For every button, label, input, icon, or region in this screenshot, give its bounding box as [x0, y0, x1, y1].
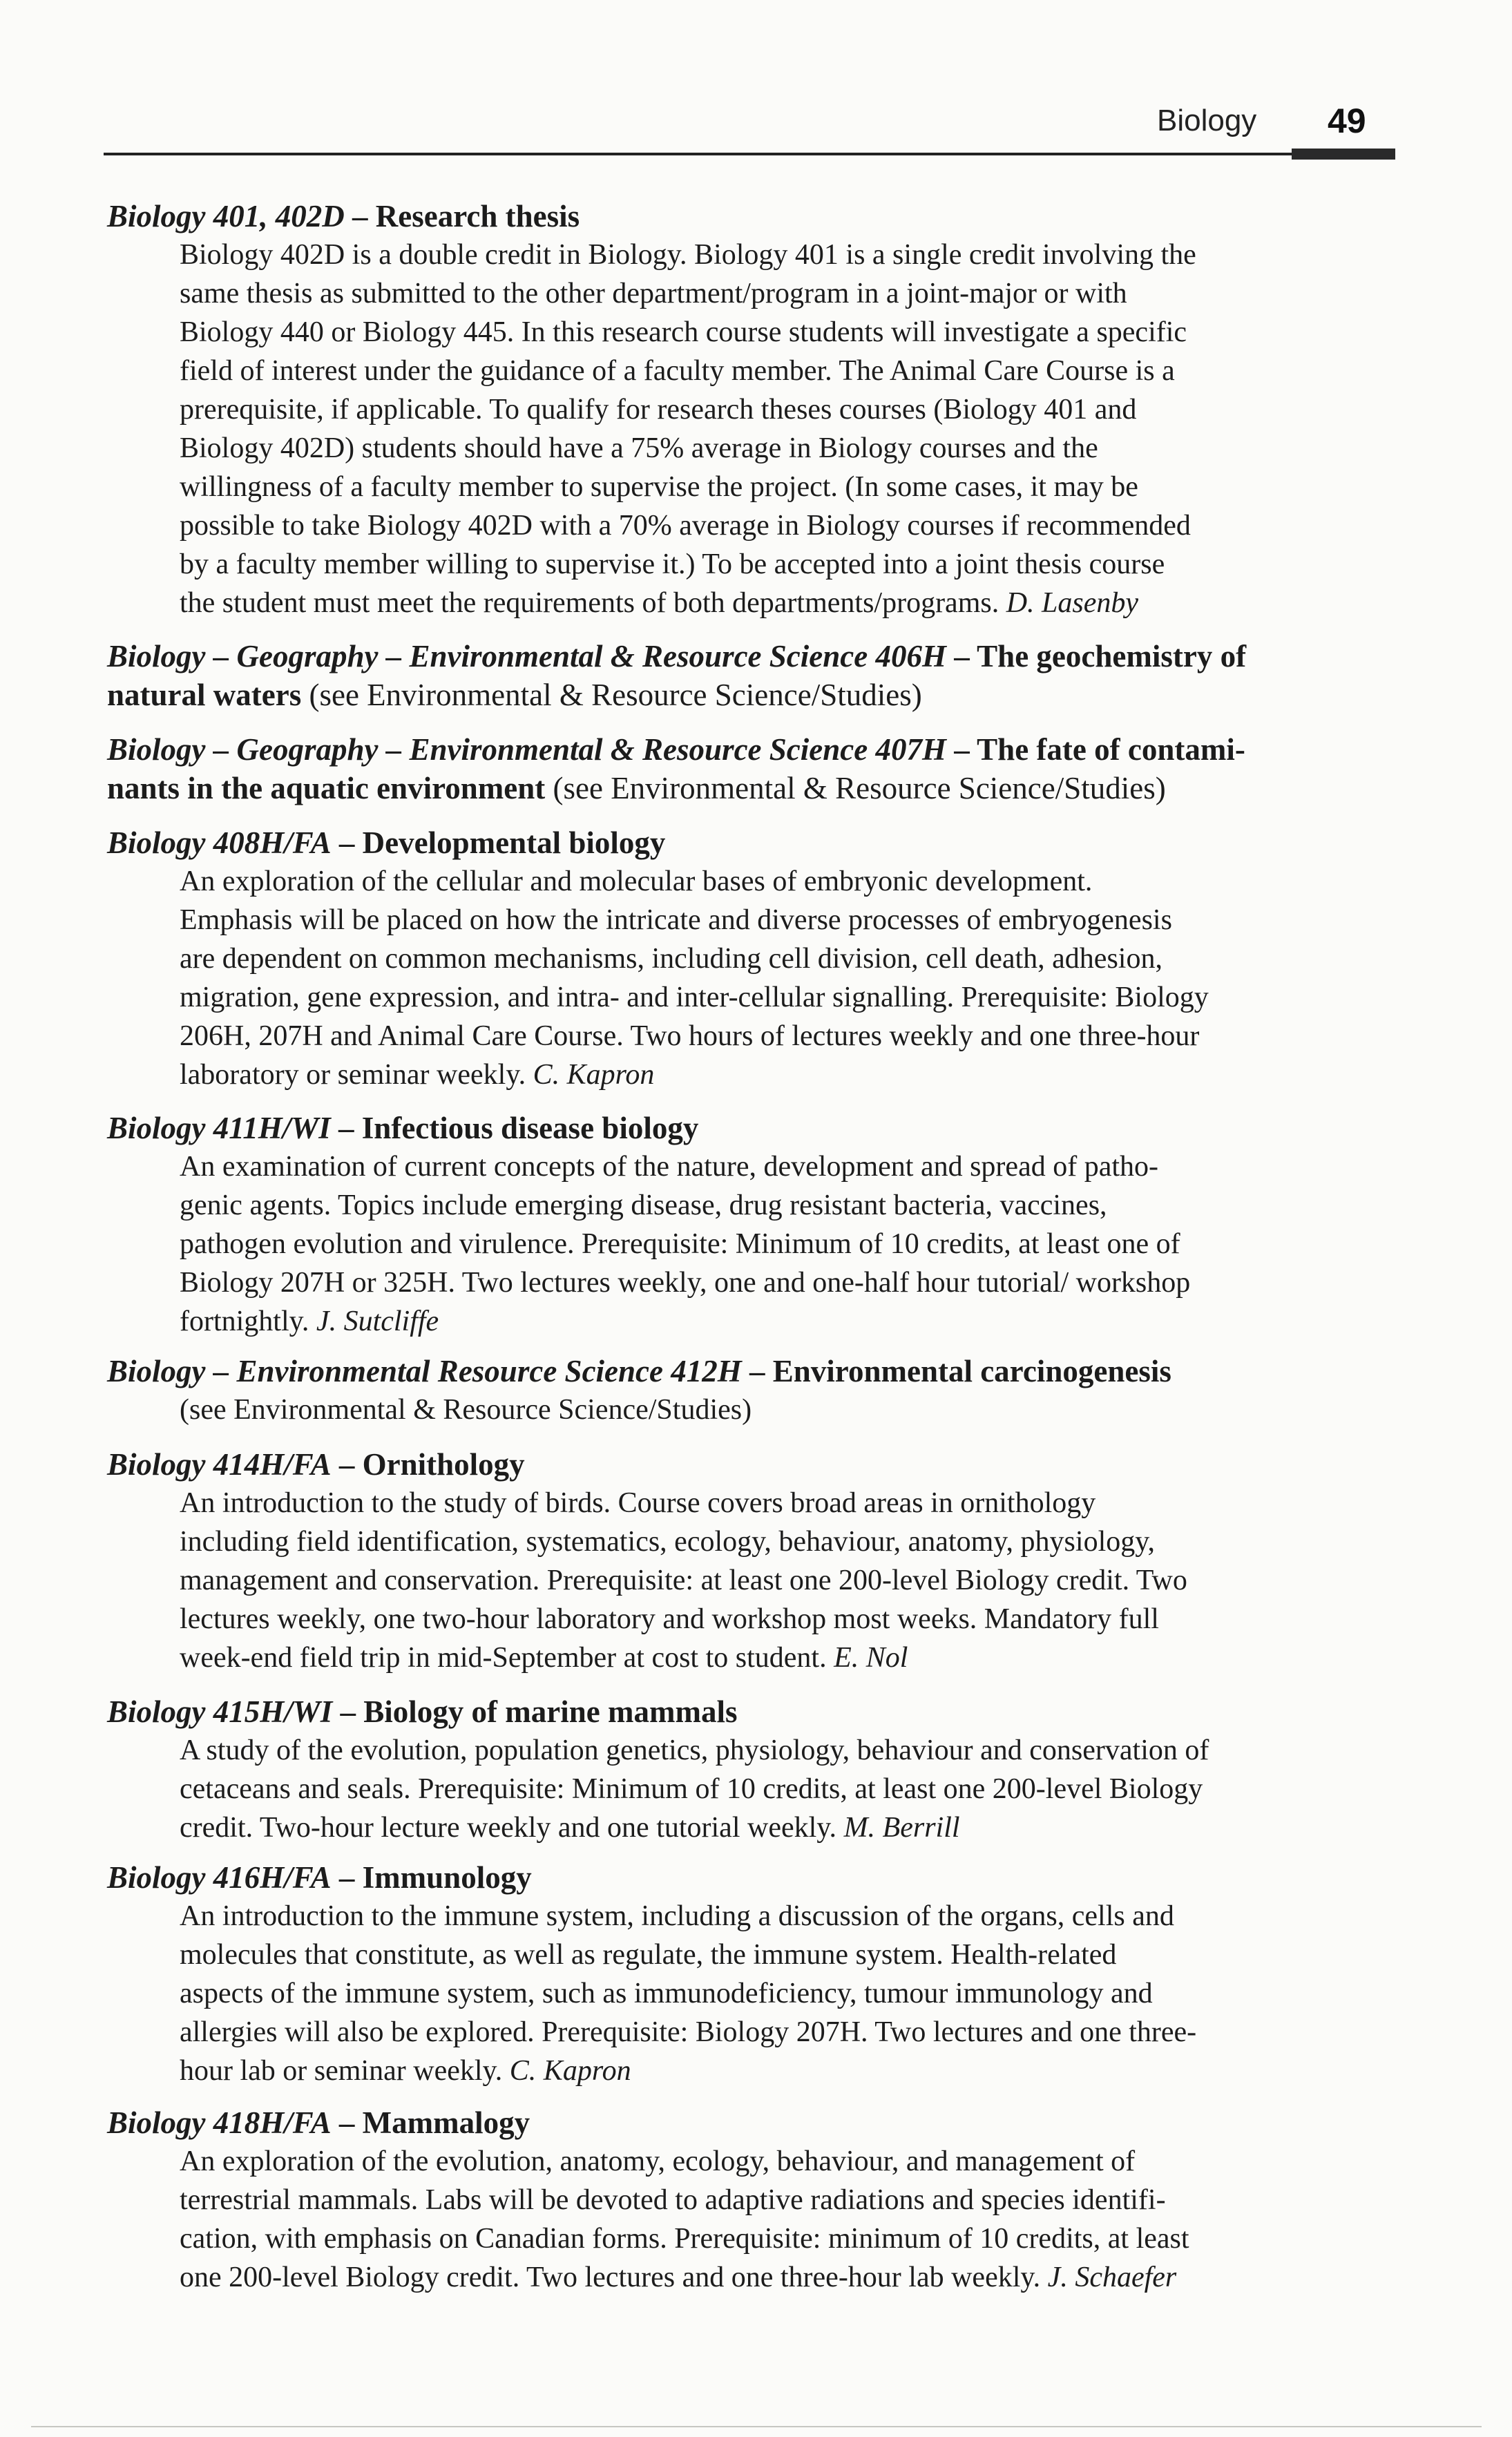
description-line: management and conservation. Prerequisite: at least one 200-level Biology credit. Two [180, 1565, 1187, 1596]
description-line: Emphasis will be placed on how the intricate and diverse processes of embryogenesis [180, 904, 1172, 936]
page-number: 49 [1328, 102, 1366, 140]
course-title: Biology of marine mammals [363, 1694, 738, 1729]
course-heading-continued [107, 769, 1429, 807]
heading-separator: – [741, 1354, 773, 1388]
heading-separator: – [332, 1694, 364, 1729]
description-line: by a faculty member willing to supervise it.) To be accepted into a joint thesis course [180, 548, 1165, 580]
heading-separator: – [946, 732, 977, 767]
instructor-name: C. Kapron [509, 2055, 631, 2087]
description-line: genic agents. Topics include emerging disease, drug resistant bacteria, vaccines, [180, 1189, 1107, 1221]
header-rule [104, 153, 1395, 155]
instructor-name: J. Schaefer [1047, 2262, 1177, 2293]
course-title: The geochemistry of [977, 639, 1247, 673]
course-heading [107, 1445, 1429, 1484]
description-line: (see Environmental & Resource Science/Studies) [180, 1394, 752, 1426]
course-title-continued: nants in the aquatic environment [107, 771, 546, 805]
course-entry [107, 1692, 1429, 1847]
course-entry [107, 1109, 1429, 1341]
page-bottom-edge [31, 2426, 1482, 2427]
description-line: prerequisite, if applicable. To qualify for research theses courses (Biology 401 and [180, 394, 1137, 426]
description-line [180, 1302, 1429, 1341]
description-line: including field identification, systematics, ecology, behaviour, anatomy, physiology, [180, 1526, 1156, 1558]
description-text: hour lab or seminar weekly. [180, 2055, 503, 2087]
course-description [180, 236, 1429, 622]
description-line: aspects of the immune system, such as immunodeficiency, tumour immunology and [180, 1978, 1153, 2009]
course-entry [107, 1445, 1429, 1677]
description-text: week-end field trip in mid-September at cost to student. [180, 1642, 827, 1674]
description-line: cetaceans and seals. Prerequisite: Minimum of 10 credits, at least one 200-level Biology [180, 1773, 1203, 1805]
description-line: pathogen evolution and virulence. Prerequisite: Minimum of 10 credits, at least one of [180, 1228, 1180, 1260]
course-description [180, 2142, 1429, 2297]
course-heading [107, 1858, 1429, 1897]
description-line [180, 2258, 1429, 2297]
course-entry [107, 2103, 1429, 2297]
course-title: The fate of contami- [977, 732, 1245, 767]
course-code: Biology 418H/FA [107, 2105, 332, 2140]
description-line: An introduction to the study of birds. Course covers broad areas in ornithology [180, 1487, 1096, 1519]
course-code: Biology – Environmental Resource Science 412H [107, 1354, 742, 1388]
course-heading [107, 197, 1429, 236]
description-line: 206H, 207H and Animal Care Course. Two hours of lectures weekly and one three-hour [180, 1020, 1200, 1052]
instructor-name: E. Nol [834, 1642, 908, 1674]
course-title: Research thesis [375, 199, 580, 233]
course-title: Immunology [362, 1860, 532, 1895]
cross-reference: (see Environmental & Resource Science/Studies) [301, 678, 922, 712]
course-code: Biology 401, 402D [107, 199, 345, 233]
instructor-name: J. Sutcliffe [316, 1306, 439, 1337]
course-heading [107, 637, 1429, 676]
description-text: the student must meet the requirements of both departments/programs. [180, 587, 999, 619]
description-text: fortnightly. [180, 1306, 309, 1337]
course-entry [107, 1352, 1429, 1429]
heading-separator: – [331, 1860, 363, 1895]
course-title: Developmental biology [362, 825, 666, 860]
heading-separator: – [331, 1447, 363, 1482]
heading-separator: – [331, 2105, 363, 2140]
description-line: Biology 207H or 325H. Two lectures weekly, one and one-half hour tutorial/ workshop [180, 1267, 1191, 1299]
description-line: are dependent on common mechanisms, including cell division, cell death, adhesion, [180, 943, 1162, 975]
running-header-section: Biology [1157, 104, 1257, 137]
description-text: laboratory or seminar weekly. [180, 1059, 526, 1091]
description-line: cation, with emphasis on Canadian forms. Prerequisite: minimum of 10 credits, at least [180, 2223, 1189, 2255]
description-line: molecules that constitute, as well as regulate, the immune system. Health-related [180, 1939, 1117, 1971]
heading-separator: – [330, 1111, 362, 1145]
header-thumb-tab [1292, 149, 1395, 160]
description-line [180, 584, 1429, 622]
instructor-name: D. Lasenby [1006, 587, 1139, 619]
description-line: willingness of a faculty member to supervise the project. (In some cases, it may be [180, 471, 1138, 503]
description-line: lectures weekly, one two-hour laboratory and workshop most weeks. Mandatory full [180, 1603, 1159, 1635]
description-line: field of interest under the guidance of a faculty member. The Animal Care Course is a [180, 355, 1175, 387]
course-entry [107, 823, 1429, 1094]
course-title: Mammalogy [362, 2105, 530, 2140]
description-text: one 200-level Biology credit. Two lectures and one three-hour lab weekly. [180, 2262, 1041, 2293]
course-description [180, 862, 1429, 1094]
description-line: terrestrial mammals. Labs will be devoted to adaptive radiations and species identifi- [180, 2184, 1166, 2216]
course-heading [107, 1692, 1429, 1731]
course-description [180, 1390, 1429, 1429]
description-line: possible to take Biology 402D with a 70% average in Biology courses if recommended [180, 510, 1191, 542]
instructor-name: C. Kapron [533, 1059, 655, 1091]
description-line: Biology 440 or Biology 445. In this research course students will investigate a specific [180, 316, 1187, 348]
course-code: Biology – Geography – Environmental & Resource Science 407H [107, 732, 946, 767]
course-heading-continued [107, 676, 1429, 714]
description-line [180, 1638, 1429, 1677]
course-entry [107, 197, 1429, 622]
description-line: Biology 402D) students should have a 75% average in Biology courses and the [180, 432, 1098, 464]
description-line: migration, gene expression, and intra- and inter-cellular signalling. Prerequisite: Biology [180, 982, 1209, 1013]
description-line: allergies will also be explored. Prerequisite: Biology 207H. Two lectures and one three- [180, 2016, 1197, 2048]
course-heading [107, 1109, 1429, 1147]
description-line: A study of the evolution, population genetics, physiology, behaviour and conservation of [180, 1734, 1209, 1766]
course-code: Biology 415H/WI [107, 1694, 333, 1729]
heading-separator: – [946, 639, 977, 673]
course-title-continued: natural waters [107, 678, 302, 712]
description-line [180, 1808, 1429, 1847]
heading-separator: – [344, 199, 376, 233]
description-line: An exploration of the evolution, anatomy, ecology, behaviour, and management of [180, 2145, 1136, 2177]
course-code: Biology 416H/FA [107, 1860, 332, 1895]
course-description [180, 1897, 1429, 2090]
description-line: Biology 402D is a double credit in Biology. Biology 401 is a single credit involving the [180, 239, 1196, 271]
cross-reference: (see Environmental & Resource Science/Studies) [545, 771, 1166, 805]
description-line [180, 2052, 1429, 2090]
description-line: An introduction to the immune system, including a discussion of the organs, cells and [180, 1900, 1174, 1932]
instructor-name: M. Berrill [843, 1812, 960, 1844]
course-title: Ornithology [362, 1447, 525, 1482]
description-line [180, 1055, 1429, 1094]
description-line: An examination of current concepts of the nature, development and spread of patho- [180, 1151, 1158, 1183]
course-heading [107, 1352, 1429, 1390]
course-title: Environmental carcinogenesis [772, 1354, 1171, 1388]
course-entry [107, 1858, 1429, 2090]
description-line: same thesis as submitted to the other department/program in a joint-major or with [180, 278, 1127, 309]
course-heading [107, 730, 1429, 769]
course-description [180, 1484, 1429, 1677]
course-title: Infectious disease biology [361, 1111, 699, 1145]
course-code: Biology 414H/FA [107, 1447, 332, 1482]
course-description [180, 1731, 1429, 1847]
course-entry [107, 730, 1429, 807]
course-code: Biology 408H/FA [107, 825, 332, 860]
description-line: An exploration of the cellular and molecular bases of embryonic development. [180, 866, 1093, 897]
course-description [180, 1147, 1429, 1341]
course-heading [107, 2103, 1429, 2142]
course-heading [107, 823, 1429, 862]
heading-separator: – [331, 825, 363, 860]
course-entry [107, 637, 1429, 714]
course-code: Biology 411H/WI [107, 1111, 331, 1145]
course-code: Biology – Geography – Environmental & Resource Science 406H [107, 639, 946, 673]
description-text: credit. Two-hour lecture weekly and one tutorial weekly. [180, 1812, 837, 1844]
